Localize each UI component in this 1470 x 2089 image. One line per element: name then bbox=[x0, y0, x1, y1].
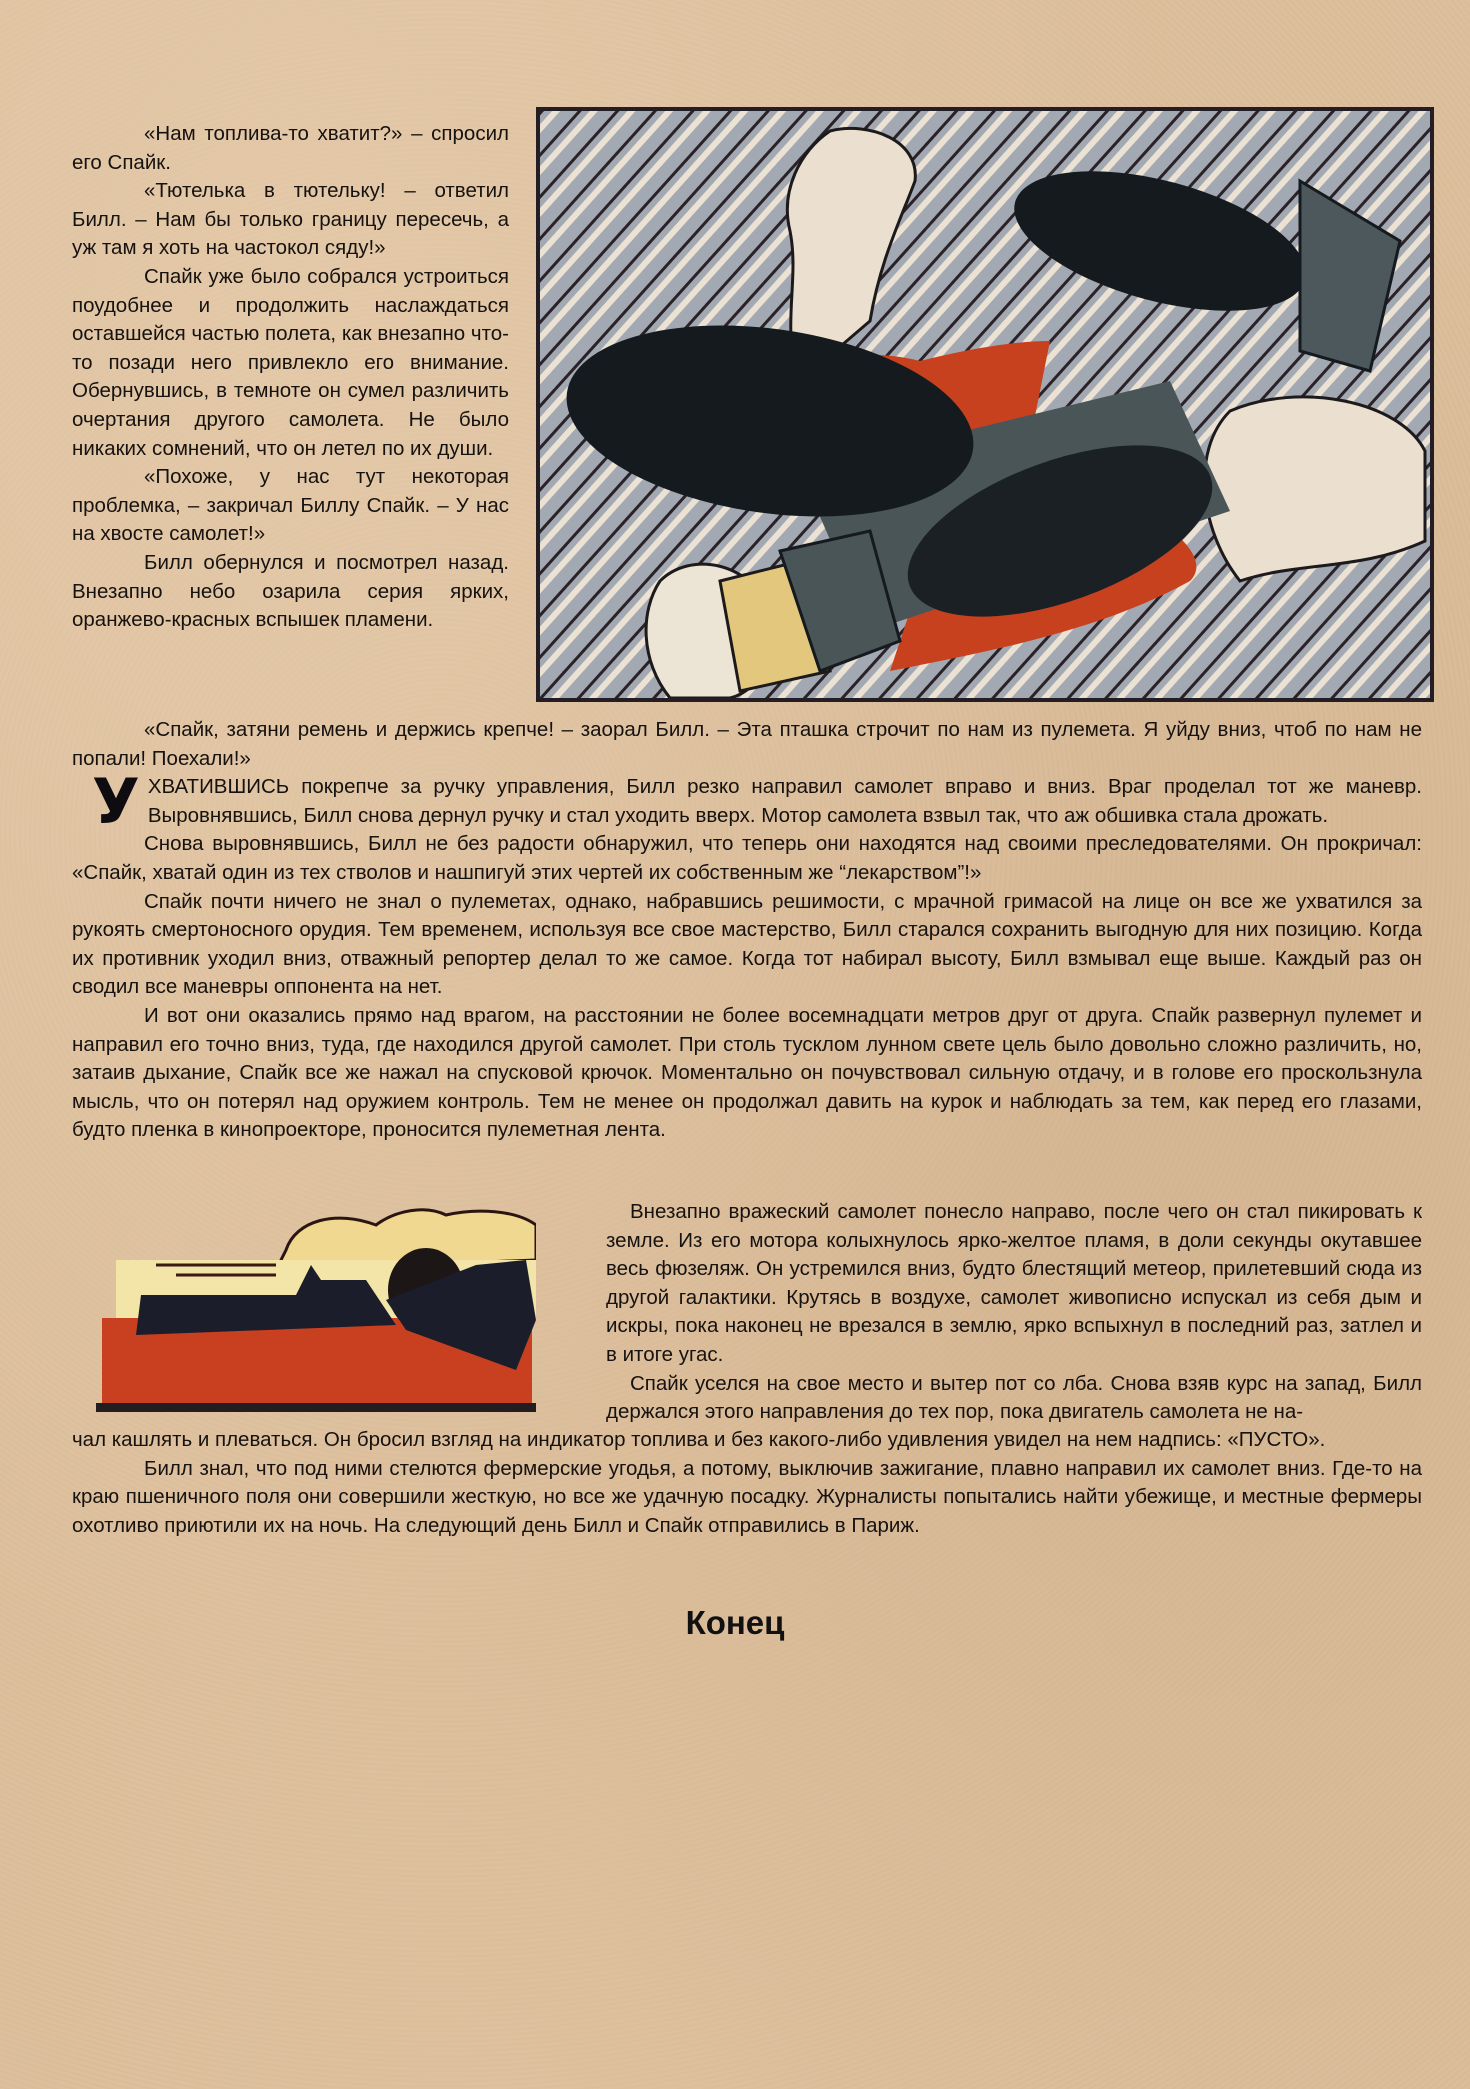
paragraph-with-dropcap bbox=[72, 765, 1422, 839]
paragraph: чал кашлять и плеваться. Он бросил взгляд на индикатор топлива и без какого-либо удивления увидел на нем надпись: «ПУСТО». bbox=[72, 1428, 1326, 1451]
paragraph: Билл обернулся и посмотрел назад. Внезапно небо озарила серия ярких, оранжево-красных вспышек пламени. bbox=[72, 550, 509, 632]
main-text-block bbox=[72, 716, 1422, 1145]
paragraph: «Спайк, затяни ремень и держись крепче! – заорал Билл. – Эта пташка строчит по нам из пулемета. Я уйду вниз, чтоб по нам не попали! Поехали!» bbox=[72, 718, 1422, 770]
paragraph: Спайк уселся на свое место и вытер пот со лба. Снова взяв курс на запад, Билл держался этого направления до тех пор, пока двигатель самолета не на- bbox=[606, 1371, 1422, 1424]
burning-plane-art bbox=[540, 111, 1430, 698]
pilot-cockpit-art bbox=[96, 1200, 536, 1412]
left-column-text bbox=[72, 120, 509, 635]
paragraph: Спайк почти ничего не знал о пулеметах, однако, набравшись решимости, с мрачной гримасой на лице он все же ухватился за рукоять смертоносного орудия. Тем временем, используя все свое мастерство, Билл старался сохранить выгодную для них позицию. Когда их противник уходил вниз, отважный репортер делал то же самое. Когда тот набирал высоту, Билл взмывал еще выше. Каждый раз он сводил все маневры оппонента на нет. bbox=[72, 889, 1422, 999]
burning-plane-illustration bbox=[536, 107, 1434, 702]
end-title: Конец bbox=[685, 1604, 785, 1641]
paragraph: «Похоже, у нас тут некоторая проблемка, – закричал Биллу Спайк. – У нас на хвосте самолет!» bbox=[72, 465, 509, 546]
closing-text-block bbox=[72, 1426, 1422, 1540]
paragraph: Спайк уже было собрался устроиться поудобнее и продолжить наслаждаться оставшейся частью полета, как внезапно что-то позади него привлекло его внимание. Обернувшись, в темноте он сумел различить очертания другого самолета. Не было никаких сомнений, что он летел по их души. bbox=[72, 264, 509, 460]
paragraph: Внезапно вражеский самолет понесло направо, после чего он стал пикировать к земле. Из его мотора колыхнулось ярко-желтое пламя, в доли секунды окутавшее весь фюзеляж. Он устремился вниз, будто блестящий метеор, прилетевший сюда из другой галактики. Крутясь в воздухе, самолет живописно испускал из себя дым и искры, пока наконец не врезался в землю, ярко вспыхнул в последний раз, затлел и в итоге угас. bbox=[606, 1200, 1422, 1366]
paragraph: «Нам топлива-то хватит?» – спросил его Спайк. bbox=[72, 122, 509, 174]
paragraph-text: ХВАТИВШИСЬ покрепче за ручку управления, Билл резко направил самолет вправо и вниз. Враг проделал тот же маневр. Выровнявшись, Билл снова дернул ручку и стал уходить вверх. Мотор самолета взвыл так, что аж обшивка стала дрожать. bbox=[147, 775, 1422, 827]
paragraph: Билл знал, что под ними стелются фермерские угодья, а потому, выключив зажигание, плавно направил их самолет вниз. Где-то на краю пшеничного поля они совершили жесткую, но все же удачную посадку. Журналисты попытались найти убежище, и местные фермеры охотливо приютили их на ночь. На следующий день Билл и Спайк отправились в Париж. bbox=[72, 1456, 1422, 1537]
paragraph: «Тютелька в тютельку! – ответил Билл. – Нам бы только границу пересечь, а уж там я хоть на частокол сяду!» bbox=[72, 179, 509, 260]
paragraph: Снова выровнявшись, Билл не без радости обнаружил, что теперь они находятся над своими преследователями. Он прокричал: «Спайк, хватай один из тех стволов и нашпигуй этих чертей их собственным же “лекарством”!» bbox=[72, 832, 1422, 884]
pilot-cockpit-illustration bbox=[96, 1200, 536, 1412]
paragraph: И вот они оказались прямо над врагом, на расстоянии не более восемнадцати метров друг от друга. Спайк развернул пулемет и направил его точно вниз, туда, где находился другой самолет. При столь тусклом лунном свете цель было довольно сложно различить, но, затаив дыхание, Спайк все же нажал на спусковой крючок. Моментально он почувствовал сильную отдачу, и в голове его проскользнула мысль, что он потерял над оружием контроль. Тем не менее он продолжал давить на курок и наблюдать за тем, как перед его глазами, будто пленка в кинопроекторе, проносится пулеметная лента. bbox=[72, 1003, 1422, 1142]
wrapped-text-block bbox=[606, 1198, 1422, 1427]
drop-cap: У bbox=[92, 765, 140, 839]
